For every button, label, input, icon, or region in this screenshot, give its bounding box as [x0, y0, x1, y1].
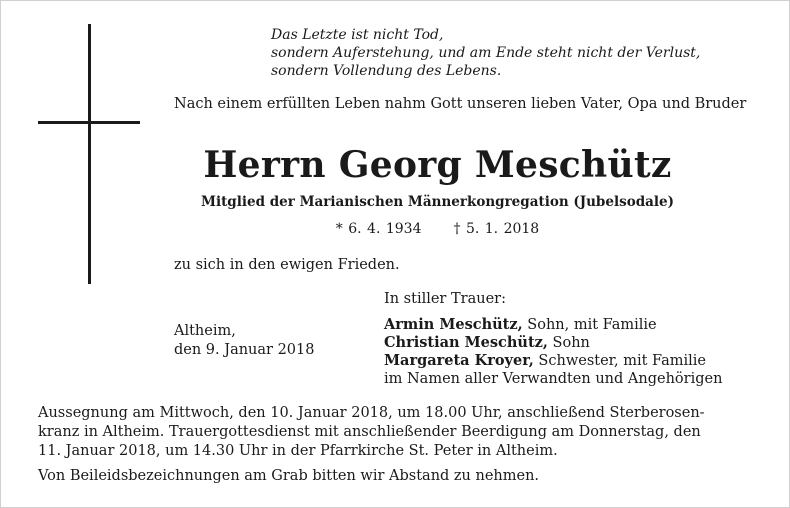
motto-line: Das Letzte ist nicht Tod,: [271, 27, 444, 43]
mourner-name: Armin Meschütz,: [384, 316, 523, 333]
mourner-entry: [384, 316, 722, 334]
death-date: † 5. 1. 2018: [453, 221, 540, 237]
membership-line: Mitglied der Marianischen Männerkongregation (Jubelsodale): [201, 194, 674, 210]
cross-icon-bar: [38, 121, 140, 124]
closing-note: Von Beileidsbezeichnungen am Grab bitten wir Abstand zu nehmen.: [38, 468, 540, 484]
mourner-relation: Sohn: [547, 335, 590, 351]
mourner-entry: [384, 352, 722, 370]
details-line: Aussegnung am Mittwoch, den 10. Januar 2018, um 18.00 Uhr, anschließend Sterberosen-: [38, 405, 705, 421]
mourners-footer: im Namen aller Verwandten und Angehörigen: [384, 371, 723, 387]
life-dates: [0, 221, 790, 237]
mourners-heading: In stiller Trauer:: [384, 291, 506, 307]
intro-text: Nach einem erfüllten Leben nahm Gott unseren lieben Vater, Opa und Bruder: [174, 96, 747, 112]
mourners-block: [384, 290, 722, 388]
mourner-relation: Schwester, mit Familie: [533, 353, 707, 369]
details-line: kranz in Altheim. Trauergottesdienst mit anschließender Beerdigung am Donnerstag, den: [38, 424, 701, 440]
details-line: 11. Januar 2018, um 14.30 Uhr in der Pfarrkirche St. Peter in Altheim.: [38, 443, 558, 459]
mourner-name: Margareta Kroyer,: [384, 352, 534, 369]
peace-line: zu sich in den ewigen Frieden.: [174, 257, 400, 273]
notice-date: den 9. Januar 2018: [174, 342, 315, 358]
service-details: [38, 404, 752, 461]
deceased-name: Herrn Georg Meschütz: [203, 144, 672, 186]
place-and-date: [174, 322, 314, 360]
motto-line: sondern Vollendung des Lebens.: [271, 63, 502, 79]
birth-date: * 6. 4. 1934: [335, 221, 422, 237]
mourner-name: Christian Meschütz,: [384, 334, 548, 351]
motto-line: sondern Auferstehung, und am Ende steht nicht der Verlust,: [271, 45, 701, 61]
mourner-entry: [384, 334, 722, 352]
place: Altheim,: [174, 323, 236, 339]
mourner-relation: Sohn, mit Familie: [522, 317, 657, 333]
motto-verse: [271, 26, 700, 80]
